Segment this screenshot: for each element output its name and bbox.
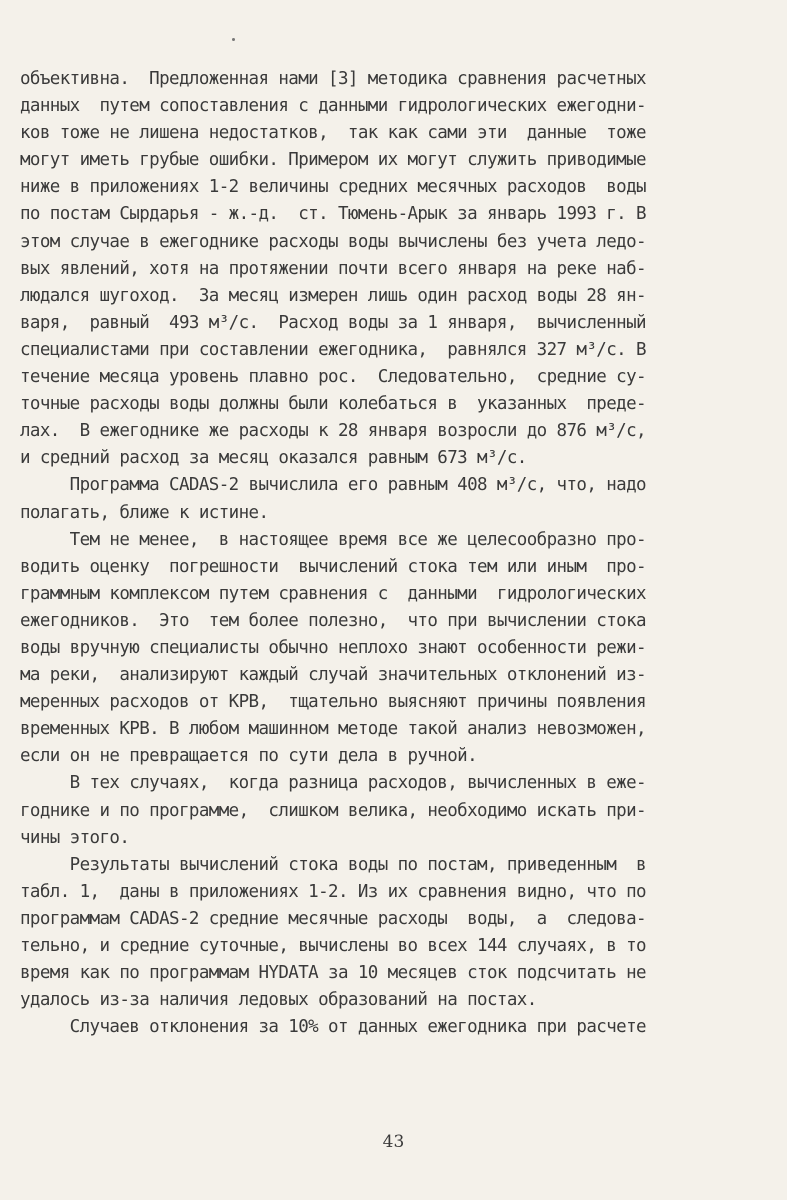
text-line: воды вручную специалисты обычно неплохо знают особенности режи-: [20, 637, 646, 658]
text-line: время как по программам HYDATA за 10 месяцев сток подсчитать не: [20, 963, 646, 984]
text-line: лах. В ежегоднике же расходы к 28 января возросли до 876 м³/с,: [20, 421, 646, 442]
body-text: [20, 66, 740, 1041]
text-line: программам CADAS-2 средние месячные расходы воды, а следова-: [20, 908, 646, 929]
text-line: ков тоже не лишена недостатков, так как сами эти данные тоже: [20, 123, 646, 144]
text-line: удалось из-за наличия ледовых образований на постах.: [20, 990, 537, 1011]
text-line: Тем не менее, в настоящее время все же целесообразно про-: [20, 529, 646, 550]
text-line: людался шугоход. За месяц измерен лишь один расход воды 28 ян-: [20, 285, 646, 306]
text-line: тельно, и средние суточные, вычислены во всех 144 случаях, в то: [20, 936, 646, 956]
text-line: временных КРВ. В любом машинном методе такой анализ невозможен,: [20, 719, 646, 740]
text-line: Случаев отклонения за 10% от данных ежегодника при расчете: [20, 1017, 646, 1038]
text-line: В тех случаях, когда разница расходов, вычисленных в еже-: [20, 773, 646, 794]
text-line: точные расходы воды должны были колебаться в указанных преде-: [20, 394, 646, 415]
text-line: Программа CADAS-2 вычислила его равным 408 м³/с, что, надо: [20, 475, 646, 496]
scan-speck: [232, 38, 235, 41]
text-line: данных путем сопоставления с данными гидрологических ежегодни-: [20, 96, 646, 117]
text-line: и средний расход за месяц оказался равным 673 м³/с.: [20, 448, 527, 469]
text-line: могут иметь грубые ошибки. Примером их могут служить приводимые: [20, 150, 646, 171]
text-line: полагать, ближе к истине.: [20, 502, 269, 523]
text-line: водить оценку погрешности вычислений стока тем или иным про-: [20, 556, 646, 577]
text-line: вых явлений, хотя на протяжении почти всего января на реке наб-: [20, 258, 646, 279]
text-line: меренных расходов от КРВ, тщательно выясняют причины появления: [20, 692, 646, 713]
text-line: чины этого.: [20, 827, 130, 848]
text-line: если он не превращается по сути дела в ручной.: [20, 746, 478, 767]
text-line: течение месяца уровень плавно рос. Следовательно, средние су-: [20, 367, 646, 388]
text-line: варя, равный 493 м³/с. Расход воды за 1 января, вычисленный: [20, 312, 646, 333]
text-line: ма реки, анализируют каждый случай значительных отклонений из-: [20, 665, 646, 686]
text-line: годнике и по программе, слишком велика, необходимо искать при-: [20, 800, 646, 821]
text-line: объективна. Предложенная нами [3] методика сравнения расчетных: [20, 69, 646, 89]
text-line: ниже в приложениях 1-2 величины средних месячных расходов воды: [20, 177, 646, 198]
page-number: 43: [382, 1132, 405, 1152]
text-line: специалистами при составлении ежегодника, равнялся 327 м³/с. В: [20, 339, 646, 360]
text-line: ежегодников. Это тем более полезно, что при вычислении стока: [20, 610, 646, 631]
text-line: табл. 1, даны в приложениях 1-2. Из их сравнения видно, что по: [20, 881, 646, 902]
text-line: граммным комплексом путем сравнения с данными гидрологических: [20, 583, 646, 604]
text-line: этом случае в ежегоднике расходы воды вычислены без учета ледо-: [20, 231, 646, 252]
text-line: Результаты вычислений стока воды по постам, приведенным в: [20, 854, 646, 875]
text-line: по постам Сырдарья - ж.-д. ст. Тюмень-Арык за январь 1993 г. В: [20, 204, 646, 225]
